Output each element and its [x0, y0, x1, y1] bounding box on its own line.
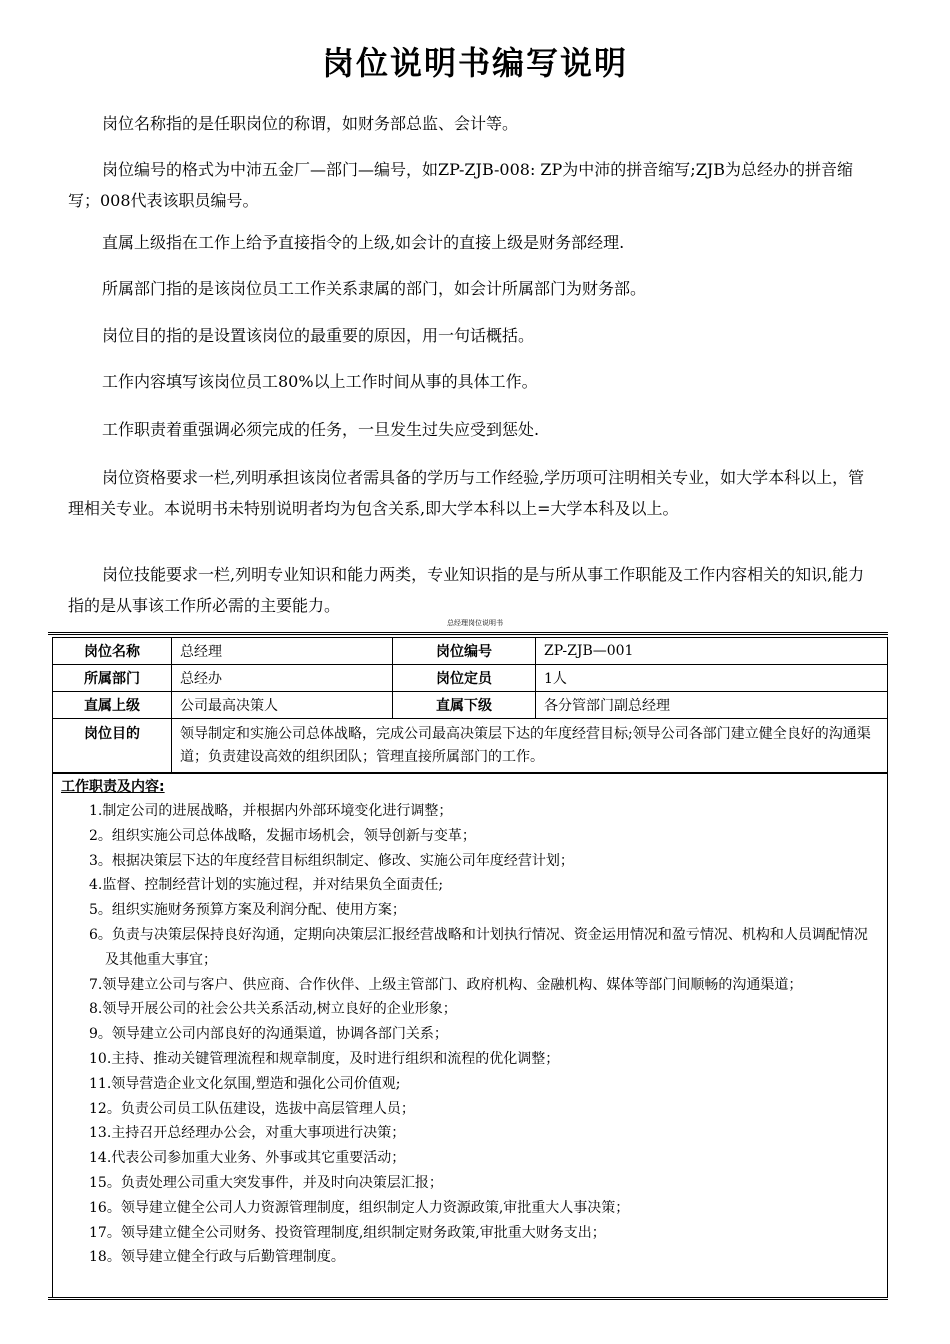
- paragraph-qualification: 岗位资格要求一栏,列明承担该岗位者需具备的学历与工作经验,学历项可注明相关专业，如大学本科以上，管理相关专业。本说明书未特别说明者均为包含关系,即大学本科以上=大学本科及以上。: [68, 468, 865, 518]
- paragraph-post-code: 岗位编号的格式为中沛五金厂—部门—编号，如ZP-ZJB-008: ZP为中沛的拼音缩写;ZJB为总经办的拼音缩写；008代表该职员编号。: [68, 160, 853, 210]
- post-name-label: 岗位名称: [53, 638, 172, 665]
- table-row: [53, 638, 888, 665]
- list-item: 18。领导建立健全行政与后勤管理制度。: [89, 1249, 345, 1266]
- paragraph-skills: 岗位技能要求一栏,列明专业知识和能力两类，专业知识指的是与所从事工作职能及工作内容相关的知识,能力指的是从事该工作所必需的主要能力。: [68, 565, 865, 615]
- table-row: [53, 665, 888, 692]
- superior-label: 直属上级: [53, 692, 172, 719]
- subordinate-value: 各分管部门副总经理: [536, 692, 888, 719]
- list-item: 5。组织实施财务预算方案及利润分配、使用方案；: [89, 902, 406, 919]
- post-code-value: ZP-ZJB—001: [536, 638, 888, 665]
- table-top-border: [48, 632, 888, 635]
- paragraph-department: 所属部门指的是该岗位员工工作关系隶属的部门，如会计所属部门为财务部。: [102, 279, 647, 298]
- list-item: 12。负责公司员工队伍建设，选拔中高层管理人员；: [89, 1100, 415, 1117]
- post-info-table: [52, 637, 888, 774]
- table-bottom-border: [48, 1297, 888, 1300]
- subordinate-label: 直属下级: [393, 692, 536, 719]
- list-item: 6。负责与决策层保持良好沟通，定期向决策层汇报经营战略和计划执行情况、资金运用情况和盈亏情况、机构和人员调配情况及其他重大事宜；: [89, 926, 868, 968]
- list-item: 7.领导建立公司与客户、供应商、合作伙伴、上级主管部门、政府机构、金融机构、媒体等部门间顺畅的沟通渠道；: [89, 976, 803, 993]
- list-item: 3。根据决策层下达的年度经营目标组织制定、修改、实施公司年度经营计划；: [89, 852, 574, 869]
- paragraph-duties: 工作职责着重强调必须完成的任务，一旦发生过失应受到惩处.: [102, 420, 540, 439]
- table-row: [53, 692, 888, 719]
- duties-heading: 工作职责及内容:: [61, 779, 165, 795]
- paragraph-purpose: 岗位目的指的是设置该岗位的最重要的原因，用一句话概括。: [102, 326, 535, 345]
- list-item: 16。领导建立健全公司人力资源管理制度，组织制定人力资源政策,审批重大人事决策；: [89, 1199, 630, 1216]
- post-code-label: 岗位编号: [393, 638, 536, 665]
- duties-list: [89, 799, 879, 1270]
- list-item: 1.制定公司的进展战略，并根据内外部环境变化进行调整；: [89, 803, 453, 819]
- list-item: 8.领导开展公司的社会公共关系活动,树立良好的企业形象；: [89, 1001, 457, 1018]
- department-value: 总经办: [172, 665, 393, 692]
- list-item: 10.主持、推动关键管理流程和规章制度，及时进行组织和流程的优化调整；: [89, 1050, 560, 1067]
- paragraph-superior: 直属上级指在工作上给予直接指令的上级,如会计的直接上级是财务部经理.: [102, 233, 625, 252]
- list-item: 14.代表公司参加重大业务、外事或其它重要活动；: [89, 1150, 406, 1167]
- table-caption: 总经理岗位说明书: [447, 619, 503, 627]
- paragraph-work-content: 工作内容填写该岗位员工80%以上工作时间从事的具体工作。: [102, 372, 538, 391]
- list-item: 11.领导营造企业文化氛围,塑造和强化公司价值观;: [89, 1075, 401, 1092]
- department-label: 所属部门: [53, 665, 172, 692]
- superior-value: 公司最高决策人: [172, 692, 393, 719]
- headcount-label: 岗位定员: [393, 665, 536, 692]
- list-item: 9。领导建立公司内部良好的沟通渠道，协调各部门关系；: [89, 1026, 448, 1043]
- list-item: 17。领导建立健全公司财务、投资管理制度,组织制定财务政策,审批重大财务支出；: [89, 1224, 606, 1241]
- page-title: 岗位说明书编写说明: [321, 44, 628, 82]
- table-row: [53, 719, 888, 774]
- duties-section: [52, 772, 888, 1298]
- purpose-value: 领导制定和实施公司总体战略，完成公司最高决策层下达的年度经营目标;领导公司各部门建立健全良好的沟通渠道；负责建设高效的组织团队；管理直接所属部门的工作。: [172, 719, 888, 774]
- list-item: 2。组织实施公司总体战略，发掘市场机会，领导创新与变革；: [89, 827, 476, 844]
- list-item: 4.监督、控制经营计划的实施过程，并对结果负全面责任;: [89, 877, 444, 894]
- list-item: 13.主持召开总经理办公会，对重大事项进行决策；: [89, 1125, 406, 1142]
- list-item: 15。负责处理公司重大突发事件，并及时向决策层汇报；: [89, 1174, 443, 1191]
- paragraph-post-name: 岗位名称指的是任职岗位的称谓，如财务部总监、会计等。: [102, 114, 519, 133]
- headcount-value: 1人: [536, 665, 888, 692]
- post-name-value: 总经理: [172, 638, 393, 665]
- purpose-label: 岗位目的: [53, 719, 172, 774]
